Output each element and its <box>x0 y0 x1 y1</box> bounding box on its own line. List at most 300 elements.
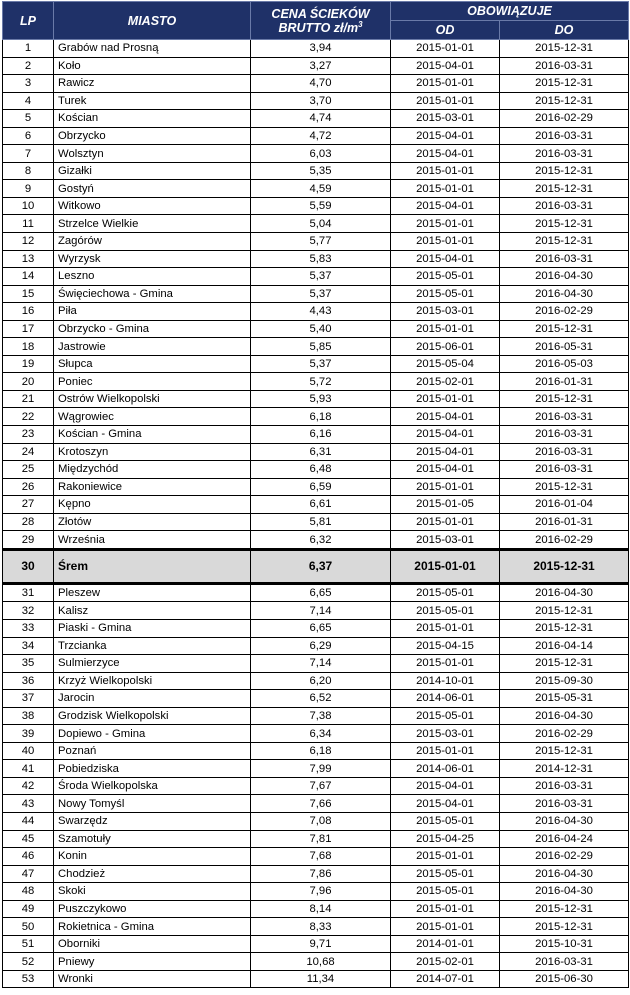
price-cell: 4,74 <box>251 110 391 128</box>
city-cell: Szamotuły <box>54 830 251 848</box>
lp-cell: 12 <box>3 233 54 251</box>
city-cell: Kępno <box>54 496 251 514</box>
from-date-cell: 2014-06-01 <box>391 690 500 708</box>
from-date-cell: 2015-01-01 <box>391 180 500 198</box>
city-cell: Krzyż Wielkopolski <box>54 672 251 690</box>
city-cell: Poniec <box>54 373 251 391</box>
table-row <box>3 812 629 830</box>
price-cell: 6,59 <box>251 478 391 496</box>
price-cell: 5,93 <box>251 390 391 408</box>
table-row <box>3 672 629 690</box>
table-row <box>3 303 629 321</box>
from-date-cell: 2015-04-01 <box>391 250 500 268</box>
price-cell: 6,18 <box>251 742 391 760</box>
table-row <box>3 110 629 128</box>
lp-cell: 48 <box>3 883 54 901</box>
city-cell: Kościan - Gmina <box>54 426 251 444</box>
lp-cell: 50 <box>3 918 54 936</box>
table-row <box>3 250 629 268</box>
from-date-cell: 2015-01-01 <box>391 390 500 408</box>
price-cell: 7,96 <box>251 883 391 901</box>
from-date-cell: 2015-05-01 <box>391 602 500 620</box>
city-cell: Chodzież <box>54 865 251 883</box>
to-date-cell: 2016-03-31 <box>500 953 629 971</box>
price-cell: 5,37 <box>251 285 391 303</box>
from-date-cell: 2015-04-01 <box>391 443 500 461</box>
table-row <box>3 795 629 813</box>
to-date-cell: 2016-04-30 <box>500 707 629 725</box>
header-price-line1: CENA ŚCIEKÓW <box>271 6 370 21</box>
price-cell: 6,32 <box>251 531 391 550</box>
table-row <box>3 461 629 479</box>
from-date-cell: 2015-04-01 <box>391 461 500 479</box>
to-date-cell: 2015-05-31 <box>500 690 629 708</box>
from-date-cell: 2015-01-01 <box>391 40 500 58</box>
table-row <box>3 75 629 93</box>
city-cell: Pleszew <box>54 583 251 602</box>
table-row <box>3 426 629 444</box>
table-row <box>3 760 629 778</box>
lp-cell: 35 <box>3 655 54 673</box>
city-cell: Jarocin <box>54 690 251 708</box>
from-date-cell: 2015-04-01 <box>391 145 500 163</box>
to-date-cell: 2016-03-31 <box>500 426 629 444</box>
header-to: DO <box>500 21 629 40</box>
price-cell: 3,70 <box>251 92 391 110</box>
from-date-cell: 2015-01-01 <box>391 513 500 531</box>
from-date-cell: 2015-03-01 <box>391 725 500 743</box>
to-date-cell: 2016-03-31 <box>500 57 629 75</box>
from-date-cell: 2015-01-01 <box>391 549 500 583</box>
to-date-cell: 2016-04-30 <box>500 812 629 830</box>
table-row <box>3 900 629 918</box>
city-cell: Piła <box>54 303 251 321</box>
city-cell: Kościan <box>54 110 251 128</box>
from-date-cell: 2015-01-01 <box>391 742 500 760</box>
price-cell: 6,16 <box>251 426 391 444</box>
header-valid: OBOWIĄZUJE <box>391 2 629 21</box>
from-date-cell: 2015-03-01 <box>391 531 500 550</box>
header-price <box>251 2 391 40</box>
city-cell: Sulmierzyce <box>54 655 251 673</box>
to-date-cell: 2016-03-31 <box>500 461 629 479</box>
city-cell: Rokietnica - Gmina <box>54 918 251 936</box>
to-date-cell: 2015-09-30 <box>500 672 629 690</box>
table-row <box>3 777 629 795</box>
price-table-container <box>2 1 628 988</box>
to-date-cell: 2015-06-30 <box>500 970 629 988</box>
table-row <box>3 268 629 286</box>
lp-cell: 44 <box>3 812 54 830</box>
table-row <box>3 285 629 303</box>
to-date-cell: 2015-12-31 <box>500 180 629 198</box>
lp-cell: 2 <box>3 57 54 75</box>
table-row <box>3 197 629 215</box>
to-date-cell: 2016-03-31 <box>500 145 629 163</box>
lp-cell: 47 <box>3 865 54 883</box>
from-date-cell: 2015-01-01 <box>391 215 500 233</box>
from-date-cell: 2015-04-01 <box>391 57 500 75</box>
to-date-cell: 2015-12-31 <box>500 215 629 233</box>
table-body <box>3 40 629 988</box>
city-cell: Poznań <box>54 742 251 760</box>
table-row <box>3 478 629 496</box>
price-cell: 5,81 <box>251 513 391 531</box>
price-cell: 7,99 <box>251 760 391 778</box>
table-row <box>3 443 629 461</box>
price-cell: 6,18 <box>251 408 391 426</box>
table-row <box>3 57 629 75</box>
from-date-cell: 2015-04-01 <box>391 197 500 215</box>
lp-cell: 40 <box>3 742 54 760</box>
table-row-highlighted <box>3 549 629 583</box>
to-date-cell: 2015-12-31 <box>500 320 629 338</box>
table-row <box>3 742 629 760</box>
lp-cell: 6 <box>3 127 54 145</box>
city-cell: Zagórów <box>54 233 251 251</box>
header-lp: LP <box>3 2 54 40</box>
city-cell: Nowy Tomyśl <box>54 795 251 813</box>
table-row <box>3 848 629 866</box>
city-cell: Gostyń <box>54 180 251 198</box>
lp-cell: 16 <box>3 303 54 321</box>
city-cell: Skoki <box>54 883 251 901</box>
city-cell: Międzychód <box>54 461 251 479</box>
to-date-cell: 2016-01-31 <box>500 513 629 531</box>
to-date-cell: 2015-12-31 <box>500 233 629 251</box>
lp-cell: 37 <box>3 690 54 708</box>
city-cell: Wronki <box>54 970 251 988</box>
from-date-cell: 2015-06-01 <box>391 338 500 356</box>
city-cell: Wyrzysk <box>54 250 251 268</box>
price-cell: 7,66 <box>251 795 391 813</box>
lp-cell: 8 <box>3 162 54 180</box>
to-date-cell: 2015-12-31 <box>500 75 629 93</box>
to-date-cell: 2014-12-31 <box>500 760 629 778</box>
to-date-cell: 2015-12-31 <box>500 390 629 408</box>
city-cell: Ostrów Wielkopolski <box>54 390 251 408</box>
price-cell: 6,61 <box>251 496 391 514</box>
city-cell: Złotów <box>54 513 251 531</box>
from-date-cell: 2015-01-01 <box>391 918 500 936</box>
price-cell: 5,40 <box>251 320 391 338</box>
lp-cell: 27 <box>3 496 54 514</box>
to-date-cell: 2016-02-29 <box>500 303 629 321</box>
table-row <box>3 320 629 338</box>
from-date-cell: 2015-05-01 <box>391 583 500 602</box>
lp-cell: 36 <box>3 672 54 690</box>
lp-cell: 20 <box>3 373 54 391</box>
city-cell: Dopiewo - Gmina <box>54 725 251 743</box>
to-date-cell: 2016-04-24 <box>500 830 629 848</box>
price-cell: 5,85 <box>251 338 391 356</box>
from-date-cell: 2015-01-01 <box>391 900 500 918</box>
from-date-cell: 2015-01-01 <box>391 478 500 496</box>
to-date-cell: 2016-05-31 <box>500 338 629 356</box>
price-cell: 5,37 <box>251 268 391 286</box>
to-date-cell: 2016-04-30 <box>500 583 629 602</box>
lp-cell: 22 <box>3 408 54 426</box>
price-cell: 6,29 <box>251 637 391 655</box>
price-cell: 10,68 <box>251 953 391 971</box>
lp-cell: 13 <box>3 250 54 268</box>
price-cell: 7,08 <box>251 812 391 830</box>
table-row <box>3 145 629 163</box>
header-from: OD <box>391 21 500 40</box>
city-cell: Oborniki <box>54 935 251 953</box>
to-date-cell: 2015-10-31 <box>500 935 629 953</box>
price-cell: 5,72 <box>251 373 391 391</box>
from-date-cell: 2015-05-01 <box>391 883 500 901</box>
price-cell: 5,83 <box>251 250 391 268</box>
price-cell: 7,68 <box>251 848 391 866</box>
table-row <box>3 637 629 655</box>
city-cell: Rakoniewice <box>54 478 251 496</box>
lp-cell: 1 <box>3 40 54 58</box>
city-cell: Swarzędz <box>54 812 251 830</box>
price-cell: 7,14 <box>251 655 391 673</box>
lp-cell: 46 <box>3 848 54 866</box>
to-date-cell: 2015-12-31 <box>500 92 629 110</box>
price-cell: 5,04 <box>251 215 391 233</box>
to-date-cell: 2015-12-31 <box>500 549 629 583</box>
header-price-line2: BRUTTO zł/m <box>278 20 359 35</box>
lp-cell: 29 <box>3 531 54 550</box>
table-row <box>3 918 629 936</box>
from-date-cell: 2015-05-01 <box>391 285 500 303</box>
lp-cell: 38 <box>3 707 54 725</box>
table-row <box>3 233 629 251</box>
price-cell: 6,52 <box>251 690 391 708</box>
table-row <box>3 373 629 391</box>
lp-cell: 43 <box>3 795 54 813</box>
table-row <box>3 690 629 708</box>
lp-cell: 23 <box>3 426 54 444</box>
from-date-cell: 2015-04-15 <box>391 637 500 655</box>
city-cell: Słupca <box>54 355 251 373</box>
city-cell: Jastrowie <box>54 338 251 356</box>
price-cell: 7,67 <box>251 777 391 795</box>
lp-cell: 10 <box>3 197 54 215</box>
price-cell: 4,72 <box>251 127 391 145</box>
city-cell: Święciechowa - Gmina <box>54 285 251 303</box>
from-date-cell: 2015-01-01 <box>391 92 500 110</box>
table-row <box>3 883 629 901</box>
lp-cell: 18 <box>3 338 54 356</box>
from-date-cell: 2015-02-01 <box>391 953 500 971</box>
to-date-cell: 2015-12-31 <box>500 655 629 673</box>
from-date-cell: 2015-05-01 <box>391 707 500 725</box>
price-cell: 9,71 <box>251 935 391 953</box>
price-cell: 6,48 <box>251 461 391 479</box>
price-cell: 7,81 <box>251 830 391 848</box>
to-date-cell: 2016-02-29 <box>500 848 629 866</box>
to-date-cell: 2016-04-30 <box>500 865 629 883</box>
price-cell: 5,37 <box>251 355 391 373</box>
to-date-cell: 2016-04-30 <box>500 883 629 901</box>
from-date-cell: 2015-04-01 <box>391 127 500 145</box>
to-date-cell: 2016-01-04 <box>500 496 629 514</box>
lp-cell: 34 <box>3 637 54 655</box>
table-row <box>3 215 629 233</box>
lp-cell: 52 <box>3 953 54 971</box>
table-row <box>3 970 629 988</box>
table-header <box>3 2 629 40</box>
from-date-cell: 2015-04-01 <box>391 777 500 795</box>
price-cell: 6,37 <box>251 549 391 583</box>
city-cell: Piaski - Gmina <box>54 619 251 637</box>
price-cell: 7,14 <box>251 602 391 620</box>
lp-cell: 15 <box>3 285 54 303</box>
lp-cell: 25 <box>3 461 54 479</box>
city-cell: Krotoszyn <box>54 443 251 461</box>
from-date-cell: 2015-01-01 <box>391 162 500 180</box>
price-cell: 6,20 <box>251 672 391 690</box>
price-cell: 6,65 <box>251 619 391 637</box>
table-row <box>3 583 629 602</box>
lp-cell: 30 <box>3 549 54 583</box>
to-date-cell: 2016-03-31 <box>500 127 629 145</box>
price-cell: 6,65 <box>251 583 391 602</box>
from-date-cell: 2014-10-01 <box>391 672 500 690</box>
to-date-cell: 2015-12-31 <box>500 40 629 58</box>
table-row <box>3 619 629 637</box>
from-date-cell: 2015-01-01 <box>391 619 500 637</box>
to-date-cell: 2016-04-14 <box>500 637 629 655</box>
from-date-cell: 2015-01-01 <box>391 233 500 251</box>
price-cell: 6,03 <box>251 145 391 163</box>
to-date-cell: 2016-01-31 <box>500 373 629 391</box>
from-date-cell: 2015-01-01 <box>391 655 500 673</box>
from-date-cell: 2015-03-01 <box>391 110 500 128</box>
wastewater-price-table <box>2 1 629 988</box>
from-date-cell: 2014-01-01 <box>391 935 500 953</box>
lp-cell: 24 <box>3 443 54 461</box>
price-cell: 6,31 <box>251 443 391 461</box>
city-cell: Koło <box>54 57 251 75</box>
to-date-cell: 2015-12-31 <box>500 162 629 180</box>
table-row <box>3 865 629 883</box>
table-row <box>3 496 629 514</box>
price-cell: 4,43 <box>251 303 391 321</box>
to-date-cell: 2016-04-30 <box>500 285 629 303</box>
city-cell: Gizałki <box>54 162 251 180</box>
from-date-cell: 2015-04-25 <box>391 830 500 848</box>
city-cell: Turek <box>54 92 251 110</box>
from-date-cell: 2014-06-01 <box>391 760 500 778</box>
from-date-cell: 2015-04-01 <box>391 408 500 426</box>
price-cell: 8,33 <box>251 918 391 936</box>
table-row <box>3 725 629 743</box>
table-row <box>3 390 629 408</box>
city-cell: Września <box>54 531 251 550</box>
from-date-cell: 2015-01-01 <box>391 75 500 93</box>
city-cell: Obrzycko - Gmina <box>54 320 251 338</box>
to-date-cell: 2015-12-31 <box>500 619 629 637</box>
city-cell: Konin <box>54 848 251 866</box>
city-cell: Leszno <box>54 268 251 286</box>
price-cell: 5,59 <box>251 197 391 215</box>
lp-cell: 9 <box>3 180 54 198</box>
table-row <box>3 127 629 145</box>
from-date-cell: 2015-05-01 <box>391 865 500 883</box>
from-date-cell: 2015-01-01 <box>391 320 500 338</box>
to-date-cell: 2016-02-29 <box>500 725 629 743</box>
city-cell: Środa Wielkopolska <box>54 777 251 795</box>
to-date-cell: 2015-12-31 <box>500 602 629 620</box>
table-row <box>3 408 629 426</box>
to-date-cell: 2016-03-31 <box>500 197 629 215</box>
price-cell: 6,34 <box>251 725 391 743</box>
city-cell: Obrzycko <box>54 127 251 145</box>
to-date-cell: 2015-12-31 <box>500 478 629 496</box>
lp-cell: 49 <box>3 900 54 918</box>
to-date-cell: 2016-03-31 <box>500 250 629 268</box>
from-date-cell: 2015-01-05 <box>391 496 500 514</box>
price-cell: 3,27 <box>251 57 391 75</box>
price-cell: 3,94 <box>251 40 391 58</box>
lp-cell: 28 <box>3 513 54 531</box>
lp-cell: 45 <box>3 830 54 848</box>
to-date-cell: 2016-02-29 <box>500 531 629 550</box>
lp-cell: 26 <box>3 478 54 496</box>
from-date-cell: 2015-03-01 <box>391 303 500 321</box>
city-cell: Rawicz <box>54 75 251 93</box>
price-cell: 11,34 <box>251 970 391 988</box>
city-cell: Śrem <box>54 549 251 583</box>
price-cell: 5,35 <box>251 162 391 180</box>
price-cell: 5,77 <box>251 233 391 251</box>
header-price-sup: 3 <box>358 19 363 29</box>
price-cell: 7,86 <box>251 865 391 883</box>
city-cell: Kalisz <box>54 602 251 620</box>
table-row <box>3 935 629 953</box>
lp-cell: 31 <box>3 583 54 602</box>
from-date-cell: 2015-04-01 <box>391 795 500 813</box>
from-date-cell: 2015-02-01 <box>391 373 500 391</box>
table-row <box>3 830 629 848</box>
table-row <box>3 707 629 725</box>
to-date-cell: 2015-12-31 <box>500 900 629 918</box>
table-row <box>3 355 629 373</box>
city-cell: Puszczykowo <box>54 900 251 918</box>
lp-cell: 7 <box>3 145 54 163</box>
lp-cell: 14 <box>3 268 54 286</box>
lp-cell: 17 <box>3 320 54 338</box>
to-date-cell: 2016-03-31 <box>500 408 629 426</box>
to-date-cell: 2015-12-31 <box>500 742 629 760</box>
table-row <box>3 92 629 110</box>
from-date-cell: 2015-05-01 <box>391 268 500 286</box>
to-date-cell: 2016-02-29 <box>500 110 629 128</box>
to-date-cell: 2016-03-31 <box>500 795 629 813</box>
city-cell: Pniewy <box>54 953 251 971</box>
from-date-cell: 2015-05-04 <box>391 355 500 373</box>
price-cell: 4,59 <box>251 180 391 198</box>
to-date-cell: 2015-12-31 <box>500 918 629 936</box>
to-date-cell: 2016-03-31 <box>500 777 629 795</box>
city-cell: Witkowo <box>54 197 251 215</box>
lp-cell: 51 <box>3 935 54 953</box>
price-cell: 7,38 <box>251 707 391 725</box>
to-date-cell: 2016-03-31 <box>500 443 629 461</box>
lp-cell: 4 <box>3 92 54 110</box>
lp-cell: 33 <box>3 619 54 637</box>
table-row <box>3 180 629 198</box>
lp-cell: 19 <box>3 355 54 373</box>
table-row <box>3 953 629 971</box>
to-date-cell: 2016-04-30 <box>500 268 629 286</box>
